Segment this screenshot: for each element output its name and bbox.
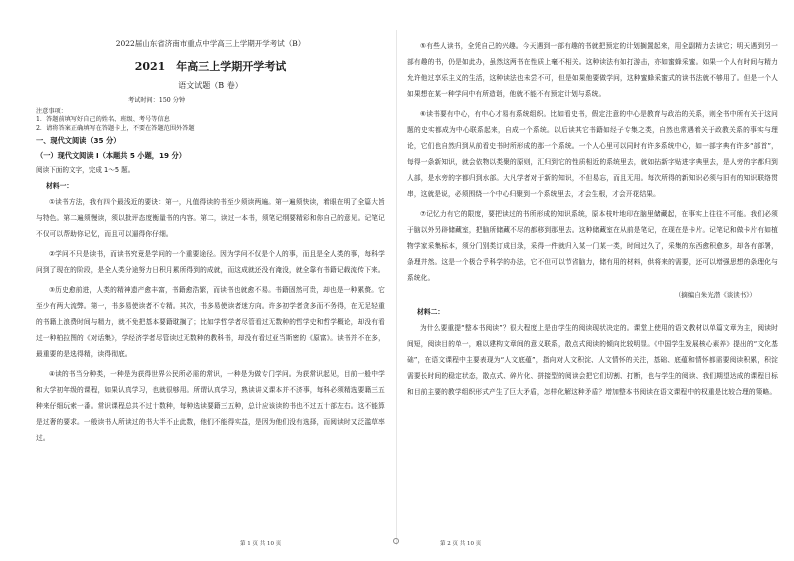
material-two-label: 材料二：: [417, 308, 445, 316]
section-heading: 一、现代文阅读（35 分）: [36, 136, 121, 146]
source-citation: （摘编自朱光潜《谈读书》）: [674, 291, 756, 299]
exam-header: 2022届山东省济南市重点中学高三上学期开学考试（B）: [115, 39, 306, 48]
exam-title: 2021 年高三上学期开学考试: [134, 60, 287, 73]
binding-circle-icon: [393, 538, 399, 544]
notes-heading: 注意事项：: [36, 108, 67, 115]
page-number-right: 第 2 页 共 10 页: [440, 541, 482, 547]
article-paragraph: 为什么要重提“整本书阅读”？很大程度上是由学生的阅读现状决定的。课堂上使用的语文教材以单篇文章为主，阅读时间短，阅读目的单一，难以建构文章间的意义联系，散点式阅读的倾向比较明显。《中国学生发展核心素养》提出的“文化基础”，在语文课程中主要表现为“人文底蕴”，指向对人文积淀、人文情怀的关注，基础、底蕴和情怀都需要阅读积累，积淀需要长时间的稳定状态，散点式、碎片化、拼接型的阅读会把它们切割、打断，也与学生的阅读、我们期望达成的课程目标和目前主要的教学组织形式产生了巨大矛盾，怎样化解这种矛盾？增加整本书阅读在语文课程中的权重是比较合理的策略。: [407, 324, 778, 396]
exam-subtitle: 语文试题（B 卷）: [178, 81, 243, 90]
exam-time: 考试时间：150 分钟: [128, 97, 186, 104]
article-paragraph: ④读的书当分种类，一种是为获得世界公民所必需的常识，一种是为做专门学问。为获常识起见，目前一般中学和大学初年级的课程，如果认真学习，也就很够用。所谓认真学习，熟读讲义课本并不济事，每科必须精选要籍三五种来仔细玩索一番。常识课程总共不过十数种，每种选读要籍三五种，总计应该读的书也不过五十部左右。这不能算是过奢的要求。一般读书人所读过的书大半不止此数，他们不能得实益，是因为他们没有选择，而阅读时又泛滥草率过。: [36, 370, 385, 443]
article-paragraph: ⑤有些人读书，全凭自己的兴趣。今天遇到一部有趣的书就把预定的计划搁置起来，用全副精力去读它；明天遇到另一部有趣的书，仍是如此办，虽然这两书在性质上毫不相关。这种读法有如打游击，亦如蜜蜂采蜜。如果一个人有时间与精力允许他过享乐主义的生活，这种读法也未尝不可，但是如果他要做学问，这种蜜蜂采蜜式的读书法就不够用了。但是一个人如果想在某一种学问中有所造诣，他就不能不有预定计划与系统。: [407, 42, 778, 98]
instruction-text: 阅读下面的文字，完成 1～5 题。: [36, 166, 135, 175]
right-page: [397, 0, 794, 561]
material-one-label: 材料一：: [46, 182, 74, 191]
note-item: 1．答题前填写好自己的姓名、班级、考号等信息: [36, 116, 170, 124]
note-item: 2．请将答案正确填写在答题卡上，不要在答题范围外答题: [36, 124, 195, 132]
page-number-left: 第 1 页 共 10 页: [240, 541, 282, 547]
article-paragraph: ⑦记忆力有它的限度，要把读过的书所形成的知识系统，原本枝叶地印在脑里储藏起，在事实上往往不可能。我们必须于脑以外另辟储藏室，把脑所储藏不尽的都移到那里去。这种储藏室在从前是笔记，在现在是卡片。记笔记和做卡片有如植物学家采集标本，须分门别类订成目录，采得一件就归入某一门某一类，时间过久了，采集的东西愈积愈多，却各有部署，条理井然。这是一个极合乎科学的办法，它不但可以节省脑力，储有用的材料，供将来的需要，还可以增强思想的条理化与系统化。: [407, 210, 778, 282]
article-paragraph: ⑥读书要有中心，有中心才易有系统组织。比如看史书，假定注意的中心是教育与政治的关系，则全书中所有关于这问题的史实都成为中心联系起来，自成一个系统。以后读其它书籍如经子专集之类，自然也常遇着关于政教关系的事实与理论，它们也自然归到从前看史书时所形成的那一个系统。一个人心里可以同时有许多系统中心，如一部字典有许多“部首”，每得一条新知识，就会依物以类聚的原则，汇归到它的性质相近的系统里去，就如拈新字贴进字典里去，是人旁的字都归到人部，是水旁的字都归到水部。大凡学者对于新的知识，不但易忘，而且无用。每次所得的新知识必须与旧有的知识联络贯串，这就是说，必须围绕一个中心归聚到一个系统里去，才会生根，才会开花结果。: [407, 110, 778, 198]
article-paragraph: ②学问不只是读书，而读书究竟是学问的一个重要途径。因为学问不仅是个人的事，而且是全人类的事，每科学问到了现在的阶段，是全人类分途努力日积月累所得到的成就，而这成就还没有淹没，就全靠有书籍记载流传下来。: [36, 250, 385, 275]
notes-block: [36, 108, 385, 133]
article-paragraph: ①读书方法，我有四个最浅近的要诀：第一，凡值得读的书至少须读两遍。第一遍须快读，着眼在明了全篇大旨与特色。第二遍须慢读，须以批评态度衡量书的内容。第二，读过一本书，须笔记纲要精彩和你自己的意见。记笔记不仅可以帮助你记忆，而且可以逼得你仔细。: [36, 198, 385, 239]
article-paragraph: ③历史愈前进，人类的精神遗产愈丰富，书籍愈浩繁，而读书也就愈不易。书籍固然可贵，却也是一种累赘。它至少有两大流弊。第一，书多易使读者不专精。其次，书多易使读者迷方向。许多初学者贪多而不务得，在无足轻重的书籍上浪费时间与精力，就不免把基本要籍耽搁了；比如学哲学者尽管看过无数种的哲学史和哲学概论，却没有看过一种柏拉图的《对话集》，学经济学者尽管读过无数种的教科书，却没有看过亚当斯密的《原富》。读书并不在多，最重要的是选得精，读得彻底。: [36, 286, 385, 359]
subsection-heading: （一）现代文阅读 I（本题共 5 小题，19 分）: [36, 151, 186, 161]
